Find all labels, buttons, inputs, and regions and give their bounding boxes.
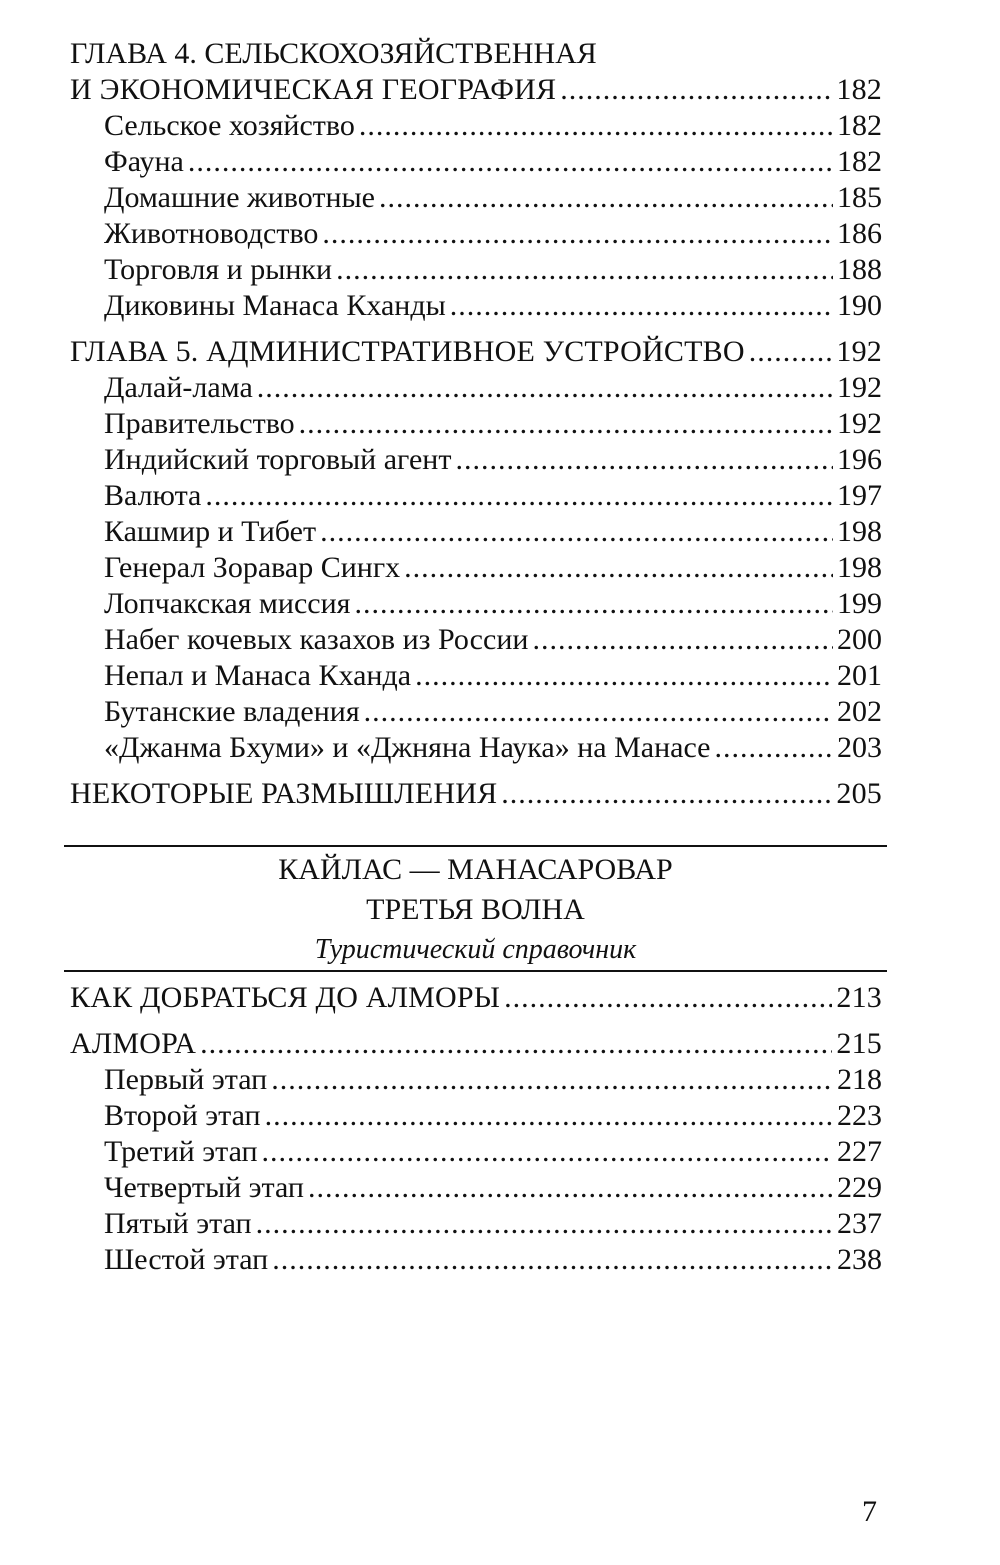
toc-entry[interactable]	[70, 442, 882, 478]
leader-dots	[205, 478, 833, 514]
leader-dots	[532, 622, 833, 658]
leader-dots	[257, 370, 833, 406]
toc-entry[interactable]	[70, 1062, 882, 1098]
toc-entry-page: 185	[837, 181, 882, 214]
toc-entry-title: «Джанма Бхуми» и «Джняна Наука» на Манасе	[104, 731, 711, 764]
leader-dots	[714, 730, 833, 766]
toc-entry-page: 227	[837, 1135, 882, 1168]
toc-entry-page: 201	[837, 659, 882, 692]
leader-dots	[336, 252, 833, 288]
toc-entry-chapter-4[interactable]	[70, 72, 882, 108]
toc-entry[interactable]	[70, 1134, 882, 1170]
toc-entry-page: 229	[837, 1171, 882, 1204]
toc-entry-page: 199	[837, 587, 882, 620]
toc-entry-page: 223	[837, 1099, 882, 1132]
toc-entry[interactable]	[70, 180, 882, 216]
toc-entry[interactable]	[70, 478, 882, 514]
toc-entry-chapter-5[interactable]	[70, 334, 882, 370]
toc-entry-page: 192	[837, 371, 882, 404]
leader-dots	[299, 406, 833, 442]
leader-dots	[560, 72, 832, 108]
toc-entry-title: Лопчакская миссия	[104, 587, 351, 620]
toc-entry-title: И ЭКОНОМИЧЕСКАЯ ГЕОГРАФИЯ	[70, 73, 557, 106]
toc-entry-title: Третий этап	[104, 1135, 258, 1168]
toc-entry-title: КАК ДОБРАТЬСЯ ДО АЛМОРЫ	[70, 981, 501, 1014]
toc-entry-title: Животноводство	[104, 217, 319, 250]
toc-entry-title: Бутанские владения	[104, 695, 360, 728]
toc-entry[interactable]	[70, 514, 882, 550]
toc-entry-title: Кашмир и Тибет	[104, 515, 317, 548]
toc-entry[interactable]	[70, 108, 882, 144]
toc-entry-title: Сельское хозяйство	[104, 109, 355, 142]
toc-entry-page: 203	[837, 731, 882, 764]
toc-entry-page: 197	[837, 479, 882, 512]
section-divider-bottom	[64, 970, 887, 972]
toc-entry[interactable]	[70, 586, 882, 622]
leader-dots	[308, 1170, 833, 1206]
toc-entry[interactable]	[70, 406, 882, 442]
leader-dots	[265, 1098, 833, 1134]
toc-entry[interactable]	[70, 1098, 882, 1134]
leader-dots	[256, 1206, 833, 1242]
toc-entry-title: Фауна	[104, 145, 184, 178]
toc-entry-page: 192	[836, 335, 882, 368]
toc-entry[interactable]	[70, 1170, 882, 1206]
leader-dots	[749, 334, 833, 370]
toc-entry-page: 188	[837, 253, 882, 286]
toc-entry[interactable]	[70, 730, 882, 766]
leader-dots	[455, 442, 833, 478]
toc-entry-page: 202	[837, 695, 882, 728]
toc-entry-page: 237	[837, 1207, 882, 1240]
toc-entry-title: Пятый этап	[104, 1207, 252, 1240]
toc-entry-title: ГЛАВА 5. АДМИНИСТРАТИВНОЕ УСТРОЙСТВО	[70, 335, 745, 368]
toc-entry-reflections[interactable]	[70, 776, 882, 812]
leader-dots	[188, 144, 833, 180]
section-divider-top	[64, 845, 887, 847]
toc-entry-title: Четвертый этап	[104, 1171, 304, 1204]
toc-entry-title: Шестой этап	[104, 1243, 269, 1276]
toc-entry-page: 213	[836, 981, 882, 1014]
leader-dots	[262, 1134, 833, 1170]
page-number: 7	[862, 1495, 877, 1528]
toc-entry-page: 196	[837, 443, 882, 476]
leader-dots	[450, 288, 833, 324]
toc-part-1	[70, 36, 882, 812]
toc-entry-title: Первый этап	[104, 1063, 268, 1096]
toc-entry[interactable]	[70, 658, 882, 694]
leader-dots	[501, 776, 832, 812]
toc-entry-page: 205	[836, 777, 882, 810]
toc-entry-page: 182	[836, 73, 882, 106]
toc-entry-page: 215	[836, 1027, 882, 1060]
leader-dots	[359, 108, 833, 144]
toc-entry[interactable]	[70, 1206, 882, 1242]
toc-entry-title: Диковины Манаса Кханды	[104, 289, 446, 322]
toc-entry-page: 218	[837, 1063, 882, 1096]
leader-dots	[200, 1026, 832, 1062]
toc-entry[interactable]	[70, 694, 882, 730]
toc-entry-page: 198	[837, 515, 882, 548]
toc-entry-title: Валюта	[104, 479, 202, 512]
leader-dots	[354, 586, 833, 622]
toc-entry[interactable]	[70, 216, 882, 252]
leader-dots	[404, 550, 833, 586]
toc-entry-page: 192	[837, 407, 882, 440]
leader-dots	[415, 658, 833, 694]
toc-entry-title: Набег кочевых казахов из России	[104, 623, 529, 656]
toc-entry-page: 186	[837, 217, 882, 250]
leader-dots	[320, 514, 833, 550]
toc-entry-page: 182	[837, 145, 882, 178]
leader-dots	[322, 216, 833, 252]
section-subtitle: Туристический справочник	[314, 934, 637, 965]
toc-entry-title: НЕКОТОРЫЕ РАЗМЫШЛЕНИЯ	[70, 777, 498, 810]
toc-entry[interactable]	[70, 288, 882, 324]
leader-dots	[271, 1062, 833, 1098]
toc-entry[interactable]	[70, 144, 882, 180]
toc-entry-title: Далай-лама	[104, 371, 253, 404]
leader-dots	[272, 1242, 833, 1278]
section-title-line1: КАЙЛАС — МАНАСАРОВАР	[278, 853, 673, 886]
toc-entry[interactable]	[70, 550, 882, 586]
toc-entry-title: Второй этап	[104, 1099, 261, 1132]
toc-entry-title: Непал и Манаса Кханда	[104, 659, 412, 692]
toc-entry-page: 190	[837, 289, 882, 322]
section-title-line2: ТРЕТЬЯ ВОЛНА	[366, 893, 585, 926]
toc-entry-page: 200	[837, 623, 882, 656]
leader-dots	[379, 180, 833, 216]
toc-entry-title: АЛМОРА	[70, 1027, 197, 1060]
leader-dots	[364, 694, 833, 730]
toc-entry[interactable]	[70, 1242, 882, 1278]
toc-entry-title: Домашние животные	[104, 181, 375, 214]
toc-entry[interactable]	[70, 252, 882, 288]
toc-entry-title: Индийский торговый агент	[104, 443, 452, 476]
toc-entry[interactable]	[70, 622, 882, 658]
toc-part-2	[70, 980, 882, 1278]
toc-entry-almora[interactable]	[70, 1026, 882, 1062]
toc-entry-almora-route[interactable]	[70, 980, 882, 1016]
toc-entry-title: Правительство	[104, 407, 295, 440]
chapter-4-title-line1: ГЛАВА 4. СЕЛЬСКОХОЗЯЙСТВЕННАЯ	[70, 37, 597, 70]
leader-dots	[504, 980, 832, 1016]
toc-entry-title: Торговля и рынки	[104, 253, 333, 286]
toc-entry-page: 198	[837, 551, 882, 584]
toc-entry-page: 238	[837, 1243, 882, 1276]
toc-entry[interactable]	[70, 370, 882, 406]
toc-entry-title: Генерал Зоравар Сингх	[104, 551, 401, 584]
toc-entry-page: 182	[837, 109, 882, 142]
